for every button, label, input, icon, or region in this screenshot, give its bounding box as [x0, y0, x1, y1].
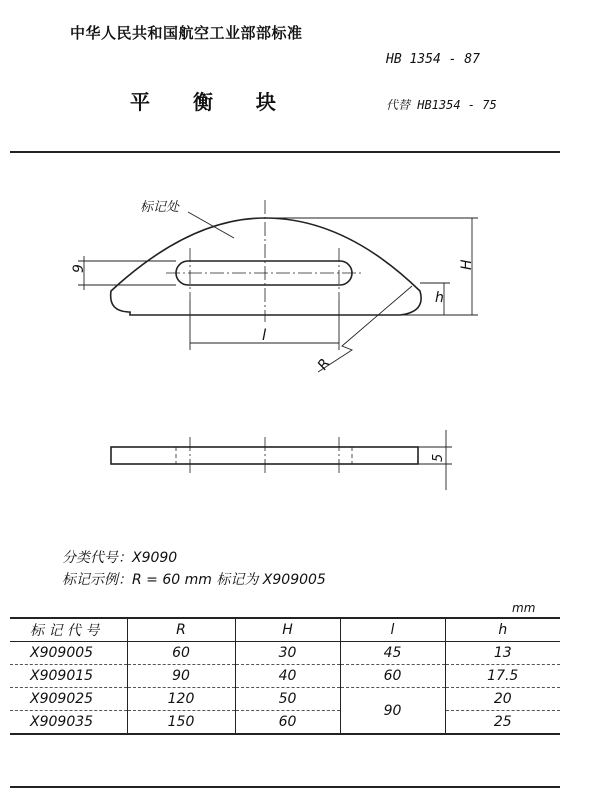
- cell-l-merged: 90: [340, 688, 445, 735]
- cell-h: 17.5: [445, 665, 560, 688]
- side-view-outline: [111, 447, 418, 464]
- classification-note: 分类代号：X9090: [62, 550, 178, 566]
- cell-h: 20: [445, 688, 560, 711]
- cell-code: X909025: [10, 688, 127, 711]
- table-row: [10, 665, 560, 688]
- document-title: 平 衡 块: [130, 90, 294, 114]
- marking-example-note: 标记示例：R = 60 mm 标记为 X909005: [62, 572, 326, 588]
- cell-H: 40: [235, 665, 340, 688]
- col-H-header: H: [235, 618, 340, 642]
- cell-l: 45: [340, 642, 445, 665]
- organization-header: 中华人民共和国航空工业部部标准: [70, 24, 303, 42]
- dim-l-label: l: [262, 326, 267, 344]
- cell-code: X909015: [10, 665, 127, 688]
- col-h-header: h: [445, 618, 560, 642]
- footer-divider: [10, 786, 560, 788]
- cell-h: 25: [445, 711, 560, 735]
- marking-label: 标记处: [140, 200, 180, 215]
- dim-thickness-label: 5: [431, 453, 446, 462]
- cell-code: X909005: [10, 642, 127, 665]
- cell-R: 120: [127, 688, 235, 711]
- replaces-standard: 代替 HB1354 - 75: [386, 98, 497, 112]
- dim-h-label: h: [435, 290, 444, 306]
- standard-number: HB 1354 - 87: [386, 52, 480, 67]
- spec-table: [10, 617, 560, 735]
- cell-H: 30: [235, 642, 340, 665]
- cell-R: 90: [127, 665, 235, 688]
- table-row: [10, 711, 560, 735]
- cell-code: X909035: [10, 711, 127, 735]
- col-R-header: R: [127, 618, 235, 642]
- cell-H: 50: [235, 688, 340, 711]
- dim-b-label: 9: [71, 264, 87, 273]
- table-unit: mm: [512, 601, 536, 615]
- dim-H-label: H: [459, 259, 475, 270]
- col-l-header: l: [340, 618, 445, 642]
- col-code-header: 标 记 代 号: [10, 618, 127, 642]
- cell-h: 13: [445, 642, 560, 665]
- cell-R: 150: [127, 711, 235, 735]
- cell-H: 60: [235, 711, 340, 735]
- cell-R: 60: [127, 642, 235, 665]
- table-header-row: [10, 618, 560, 642]
- table-row: [10, 642, 560, 665]
- counterweight-outline: [111, 218, 421, 315]
- cell-l: 60: [340, 665, 445, 688]
- dim-R-label: R: [314, 355, 334, 374]
- table-row: [10, 688, 560, 711]
